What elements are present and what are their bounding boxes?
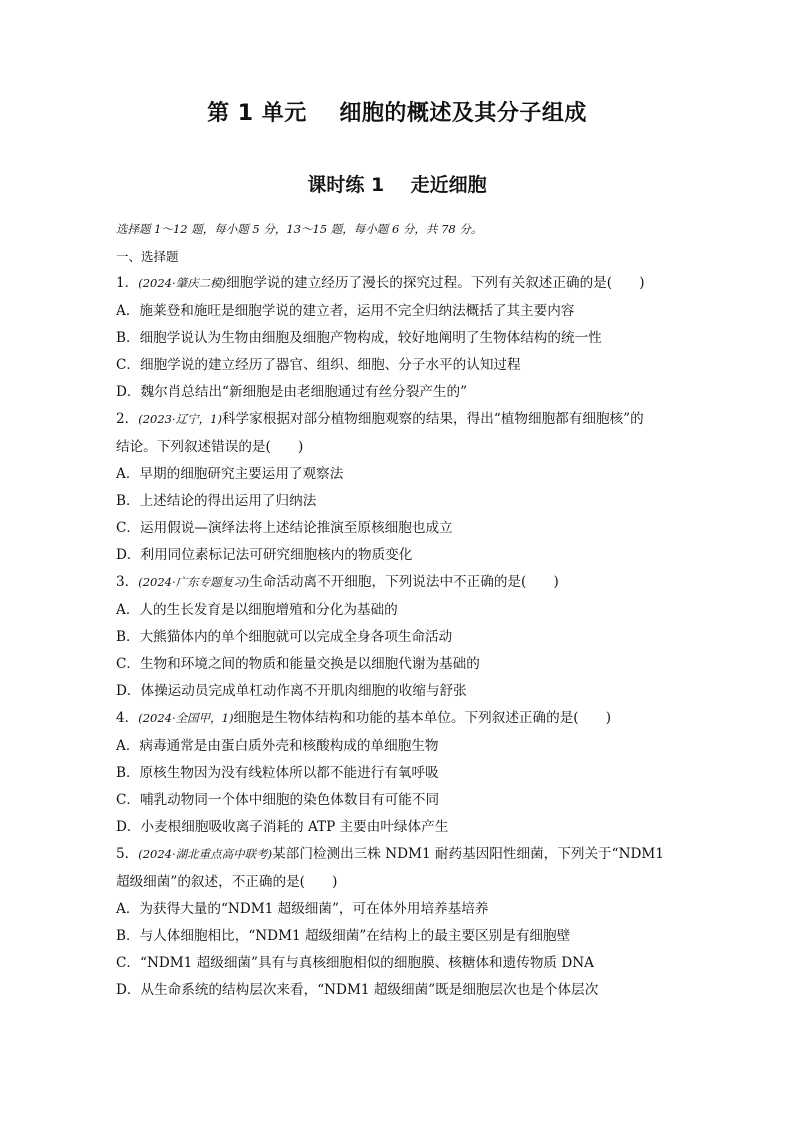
- option-b: B．大熊猫体内的单个细胞就可以完成全身各项生命活动: [116, 628, 453, 645]
- option-b: B．上述结论的得出运用了归纳法: [116, 492, 317, 509]
- option-c: C．细胞学说的建立经历了器官、组织、细胞、分子水平的认知过程: [116, 356, 521, 373]
- question-number: 1．: [116, 275, 139, 292]
- question-stem: 科学家根据对部分植物细胞观察的结果，得出“植物细胞都有细胞核”的: [221, 411, 644, 428]
- option-d: D．从生命系统的结构层次来看，“NDM1 超级细菌”既是细胞层次也是个体层次: [116, 982, 599, 999]
- question-source: (2024·广东专题复习): [138, 575, 250, 590]
- question-source: (2024·全国甲，1): [138, 711, 234, 726]
- question-number: 5．: [116, 846, 139, 863]
- option-d: D．利用同位素标记法可研究细胞核内的物质变化: [116, 547, 413, 564]
- section-heading: 一、选择题: [116, 249, 179, 265]
- option-c: C．运用假说—演绎法将上述结论推演至原核细胞也成立: [116, 520, 453, 537]
- option-a: A．病毒通常是由蛋白质外壳和核酸构成的单细胞生物: [116, 737, 439, 754]
- option-d: D．小麦根细胞吸收离子消耗的 ATP 主要由叶绿体产生: [116, 819, 449, 836]
- question-stem: 某部门检测出三株 NDM1 耐药基因阳性细菌，下列关于“NDM1: [272, 846, 664, 863]
- question-stem-line: [116, 705, 686, 732]
- lesson-title: 课时练 1 走近细胞: [307, 174, 487, 196]
- question-stem-line: [116, 270, 686, 297]
- question-stem: 生命活动离不开细胞，下列说法中不正确的是( ): [249, 574, 559, 591]
- question-source: (2024·湖北重点高中联考): [138, 847, 273, 862]
- question-stem-line: [116, 406, 686, 433]
- question-stem-continuation: 超级细菌”的叙述，不正确的是( ): [116, 873, 338, 890]
- scoring-instruction: 选择题 1～12 题，每小题 5 分，13～15 题，每小题 6 分，共 78 分。: [116, 222, 483, 236]
- question-source: (2024·肇庆二模): [138, 276, 227, 291]
- question-5: [116, 841, 686, 1004]
- question-1: [116, 270, 686, 406]
- option-d: D．体操运动员完成单杠动作离不开肌肉细胞的收缩与舒张: [116, 683, 467, 700]
- question-number: 3．: [116, 574, 139, 591]
- option-d: D．魏尔肖总结出“新细胞是由老细胞通过有丝分裂产生的”: [116, 384, 468, 401]
- option-b: B．细胞学说认为生物由细胞及细胞产物构成，较好地阐明了生物体结构的统一性: [116, 329, 602, 346]
- option-b: B．与人体细胞相比，“NDM1 超级细菌”在结构上的最主要区别是有细胞壁: [116, 927, 571, 944]
- question-stem-line: [116, 841, 686, 868]
- option-c: C．哺乳动物同一个体中细胞的染色体数目有可能不同: [116, 791, 440, 808]
- option-a: A．施莱登和施旺是细胞学说的建立者，运用不完全归纳法概括了其主要内容: [116, 302, 575, 319]
- question-4: [116, 705, 686, 841]
- option-a: A．早期的细胞研究主要运用了观察法: [116, 465, 344, 482]
- question-stem-continuation: 结论。下列叙述错误的是( ): [116, 438, 304, 455]
- question-stem: 细胞学说的建立经历了漫长的探究过程。下列有关叙述正确的是( ): [226, 275, 645, 292]
- option-c: C．“NDM1 超级细菌”具有与真核细胞相似的细胞膜、核糖体和遗传物质 DNA: [116, 955, 594, 972]
- option-a: A．为获得大量的“NDM1 超级细菌”，可在体外用培养基培养: [116, 900, 489, 917]
- option-a: A．人的生长发育是以细胞增殖和分化为基础的: [116, 601, 398, 618]
- question-3: [116, 569, 686, 705]
- question-number: 4．: [116, 710, 139, 727]
- question-number: 2．: [116, 411, 139, 428]
- unit-title: 第 1 单元 细胞的概述及其分子组成: [207, 101, 587, 126]
- exercise-body: [116, 216, 686, 1004]
- question-stem-line: [116, 569, 686, 596]
- option-b: B．原核生物因为没有线粒体所以都不能进行有氧呼吸: [116, 764, 439, 781]
- option-c: C．生物和环境之间的物质和能量交换是以细胞代谢为基础的: [116, 656, 480, 672]
- question-stem: 细胞是生物体结构和功能的基本单位。下列叙述正确的是( ): [233, 710, 612, 727]
- question-source: (2023·辽宁，1): [138, 412, 222, 427]
- question-2: [116, 406, 686, 569]
